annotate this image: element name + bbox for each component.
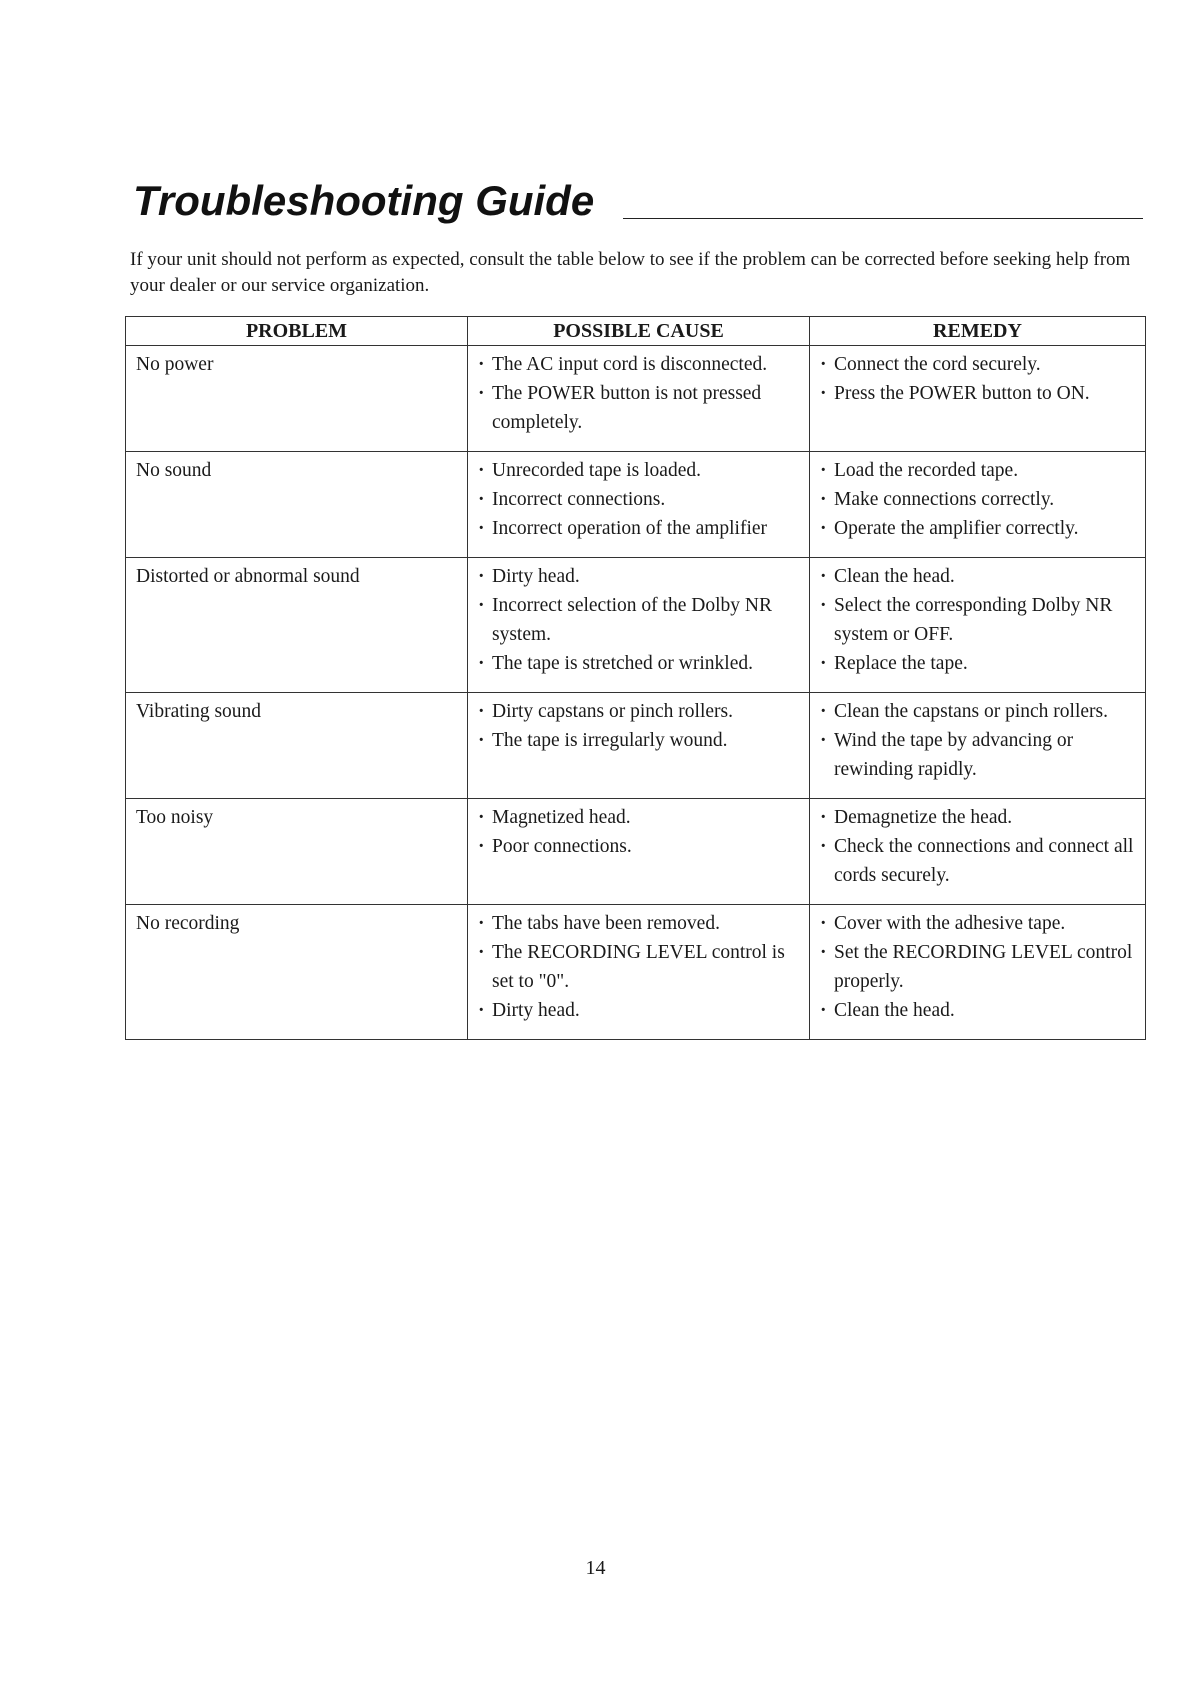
problem-cell: No power: [126, 346, 468, 452]
remedy-cell: [810, 693, 1146, 799]
remedy-item: · Wind the tape by advancing or rewinding rapidly.: [820, 726, 1135, 784]
remedy-list: [820, 350, 1135, 408]
remedy-cell: [810, 346, 1146, 452]
remedy-item: · Set the RECORDING LEVEL control properly.: [820, 938, 1135, 996]
remedy-item: · Demagnetize the head.: [820, 803, 1135, 832]
cause-cell: [468, 346, 810, 452]
cause-item: · Unrecorded tape is loaded.: [478, 456, 799, 485]
cause-list: [478, 803, 799, 861]
table-row: [126, 693, 1146, 799]
title-row: [133, 176, 1143, 226]
cause-item: · The POWER button is not pressed completely.: [478, 379, 799, 437]
cause-list: [478, 562, 799, 678]
cause-item: · Dirty head.: [478, 996, 799, 1025]
cause-item: · Magnetized head.: [478, 803, 799, 832]
cause-item: · Dirty capstans or pinch rollers.: [478, 697, 799, 726]
cause-cell: [468, 558, 810, 693]
remedy-list: [820, 803, 1135, 890]
remedy-item: · Replace the tape.: [820, 649, 1135, 678]
table-row: [126, 558, 1146, 693]
cause-item: · Poor connections.: [478, 832, 799, 861]
remedy-cell: [810, 905, 1146, 1040]
cause-item: · The tape is stretched or wrinkled.: [478, 649, 799, 678]
header-problem: PROBLEM: [126, 317, 468, 346]
remedy-cell: [810, 452, 1146, 558]
remedy-item: · Make connections correctly.: [820, 485, 1135, 514]
remedy-list: [820, 562, 1135, 678]
remedy-list: [820, 697, 1135, 784]
problem-cell: No sound: [126, 452, 468, 558]
problem-cell: Too noisy: [126, 799, 468, 905]
problem-cell: Vibrating sound: [126, 693, 468, 799]
cause-cell: [468, 799, 810, 905]
remedy-item: · Load the recorded tape.: [820, 456, 1135, 485]
page-number: 14: [585, 1557, 606, 1579]
cause-list: [478, 697, 799, 755]
cause-cell: [468, 693, 810, 799]
remedy-cell: [810, 558, 1146, 693]
problem-cell: Distorted or abnormal sound: [126, 558, 468, 693]
remedy-item: · Connect the cord securely.: [820, 350, 1135, 379]
remedy-item: · Clean the capstans or pinch rollers.: [820, 697, 1135, 726]
table-row: [126, 905, 1146, 1040]
header-possible-cause: POSSIBLE CAUSE: [468, 317, 810, 346]
remedy-item: · Clean the head.: [820, 562, 1135, 591]
remedy-item: · Cover with the adhesive tape.: [820, 909, 1135, 938]
remedy-item: · Select the corresponding Dolby NR system or OFF.: [820, 591, 1135, 649]
remedy-item: · Press the POWER button to ON.: [820, 379, 1135, 408]
cause-cell: [468, 905, 810, 1040]
cause-item: · The AC input cord is disconnected.: [478, 350, 799, 379]
cause-item: · The tabs have been removed.: [478, 909, 799, 938]
troubleshooting-table: [125, 316, 1146, 1040]
cause-item: · Incorrect selection of the Dolby NR system.: [478, 591, 799, 649]
remedy-cell: [810, 799, 1146, 905]
page-title: Troubleshooting Guide: [133, 177, 595, 224]
cause-item: · Incorrect operation of the amplifier: [478, 514, 799, 543]
cause-list: [478, 909, 799, 1025]
remedy-item: · Clean the head.: [820, 996, 1135, 1025]
title-underline: [623, 218, 1143, 219]
cause-item: · The tape is irregularly wound.: [478, 726, 799, 755]
cause-item: · The RECORDING LEVEL control is set to "0".: [478, 938, 799, 996]
table-row: [126, 452, 1146, 558]
cause-cell: [468, 452, 810, 558]
cause-item: · Dirty head.: [478, 562, 799, 591]
table-row: [126, 346, 1146, 452]
remedy-list: [820, 909, 1135, 1025]
cause-list: [478, 456, 799, 543]
table-header-row: [126, 317, 1146, 346]
table-row: [126, 799, 1146, 905]
remedy-list: [820, 456, 1135, 543]
remedy-item: · Operate the amplifier correctly.: [820, 514, 1135, 543]
header-remedy: REMEDY: [810, 317, 1146, 346]
intro-paragraph: If your unit should not perform as expected, consult the table below to see if the problem can be corrected before seeking help from your dealer or our service organization.: [130, 249, 1131, 296]
remedy-item: · Check the connections and connect all cords securely.: [820, 832, 1135, 890]
table-body: [126, 346, 1146, 1040]
problem-cell: No recording: [126, 905, 468, 1040]
cause-item: · Incorrect connections.: [478, 485, 799, 514]
cause-list: [478, 350, 799, 437]
